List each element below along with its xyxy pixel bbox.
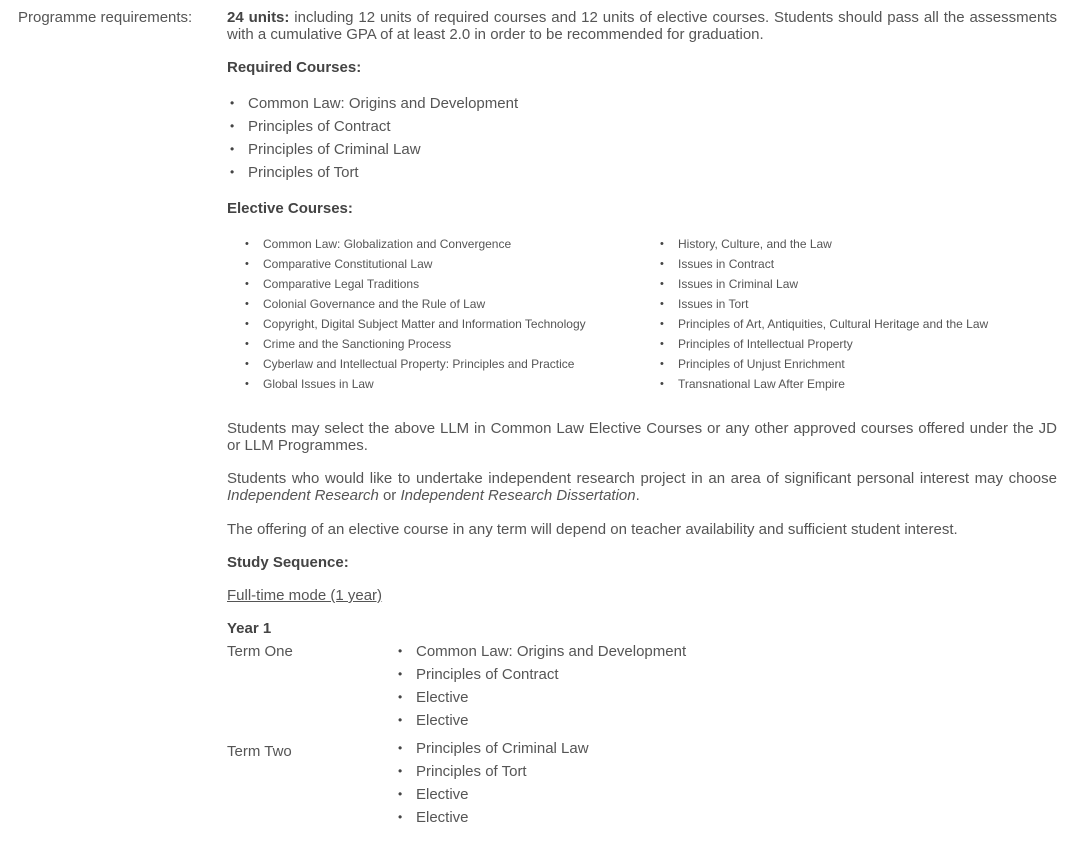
elective-heading: Elective Courses: xyxy=(227,200,353,217)
bullet-icon: • xyxy=(230,165,235,179)
list-item: • Principles of Contract xyxy=(227,115,1057,138)
term-two-list xyxy=(395,737,589,829)
bullet-icon: • xyxy=(245,378,249,390)
list-item: • Transnational Law After Empire xyxy=(660,374,988,394)
list-item: • Principles of Criminal Law xyxy=(395,737,589,760)
bullet-icon: • xyxy=(660,258,664,270)
bullet-icon: • xyxy=(398,713,403,727)
list-item: • Cyberlaw and Intellectual Property: Principles and Practice xyxy=(245,354,586,374)
mode-link-row xyxy=(227,587,1057,605)
research-prefix: Students who would like to undertake independent research project in an area of significant personal interest may choose xyxy=(227,470,1057,487)
requirements-content xyxy=(227,9,1057,843)
bullet-icon: • xyxy=(660,318,664,330)
list-item: • Elective xyxy=(395,686,686,709)
list-item: • Comparative Constitutional Law xyxy=(245,254,586,274)
units-paragraph xyxy=(227,9,1057,43)
bullet-icon: • xyxy=(245,358,249,370)
bullet-icon: • xyxy=(398,667,403,681)
list-item: • Principles of Tort xyxy=(395,760,589,783)
term-one-label: Term One xyxy=(227,643,293,660)
offering-note: The offering of an elective course in any term will depend on teacher availability and sufficient student interest. xyxy=(227,521,958,538)
bullet-icon: • xyxy=(660,378,664,390)
list-item: • Principles of Tort xyxy=(227,161,1057,184)
list-item: • Global Issues in Law xyxy=(245,374,586,394)
list-item: • Elective xyxy=(395,709,686,732)
bullet-icon: • xyxy=(660,298,664,310)
year-label: Year 1 xyxy=(227,620,272,637)
list-item: • Crime and the Sanctioning Process xyxy=(245,334,586,354)
list-item: • Issues in Tort xyxy=(660,294,988,314)
bullet-icon: • xyxy=(398,764,403,778)
bullet-icon: • xyxy=(245,278,249,290)
list-item: • Elective xyxy=(395,783,589,806)
bullet-icon: • xyxy=(398,690,403,704)
list-item: • Copyright, Digital Subject Matter and Information Technology xyxy=(245,314,586,334)
term-two-block xyxy=(227,740,1057,843)
bullet-icon: • xyxy=(245,338,249,350)
list-item: • Colonial Governance and the Rule of Law xyxy=(245,294,586,314)
list-item: • Issues in Criminal Law xyxy=(660,274,988,294)
units-text: including 12 units of required courses and 12 units of elective courses. Students should pass all the assessments with a cumulative GPA of at least 2.0 in order to be recommended for graduation. xyxy=(227,9,1057,43)
list-item: • Comparative Legal Traditions xyxy=(245,274,586,294)
select-note: Students may select the above LLM in Common Law Elective Courses or any other approved courses offered under the JD or LLM Programmes. xyxy=(227,420,1057,454)
study-sequence-heading: Study Sequence: xyxy=(227,554,349,571)
bullet-icon: • xyxy=(245,298,249,310)
list-item: • Principles of Intellectual Property xyxy=(660,334,988,354)
units-bold: 24 units: xyxy=(227,9,290,26)
bullet-icon: • xyxy=(398,741,403,755)
elective-list-right xyxy=(660,234,988,394)
research-option-2: Independent Research Dissertation xyxy=(400,487,636,504)
elective-list-left xyxy=(245,234,586,394)
research-or: or xyxy=(378,487,401,504)
row-label: Programme requirements: xyxy=(18,9,193,26)
research-note xyxy=(227,470,1057,504)
bullet-icon: • xyxy=(660,358,664,370)
bullet-icon: • xyxy=(230,119,235,133)
bullet-icon: • xyxy=(660,278,664,290)
required-list xyxy=(227,92,1057,184)
list-item: • Elective xyxy=(395,806,589,829)
bullet-icon: • xyxy=(230,142,235,156)
research-suffix: . xyxy=(635,487,640,504)
required-heading: Required Courses: xyxy=(227,59,362,76)
list-item: • Principles of Art, Antiquities, Cultural Heritage and the Law xyxy=(660,314,988,334)
bullet-icon: • xyxy=(398,644,403,658)
term-one-list xyxy=(395,640,686,732)
list-item: • Principles of Criminal Law xyxy=(227,138,1057,161)
list-item: • Common Law: Origins and Development xyxy=(395,640,686,663)
list-item: • Principles of Unjust Enrichment xyxy=(660,354,988,374)
bullet-icon: • xyxy=(245,318,249,330)
list-item: • Common Law: Origins and Development xyxy=(227,92,1057,115)
elective-columns xyxy=(227,234,1057,394)
bullet-icon: • xyxy=(398,810,403,824)
term-one-block xyxy=(227,643,1057,743)
research-option-1: Independent Research xyxy=(227,487,379,504)
bullet-icon: • xyxy=(660,238,664,250)
term-two-label: Term Two xyxy=(227,743,292,760)
bullet-icon: • xyxy=(245,238,249,250)
bullet-icon: • xyxy=(230,96,235,110)
list-item: • Common Law: Globalization and Convergence xyxy=(245,234,586,254)
bullet-icon: • xyxy=(245,258,249,270)
full-time-mode-link[interactable]: Full-time mode (1 year) xyxy=(227,587,383,604)
bullet-icon: • xyxy=(660,338,664,350)
bullet-icon: • xyxy=(398,787,403,801)
list-item: • Principles of Contract xyxy=(395,663,686,686)
list-item: • History, Culture, and the Law xyxy=(660,234,988,254)
list-item: • Issues in Contract xyxy=(660,254,988,274)
